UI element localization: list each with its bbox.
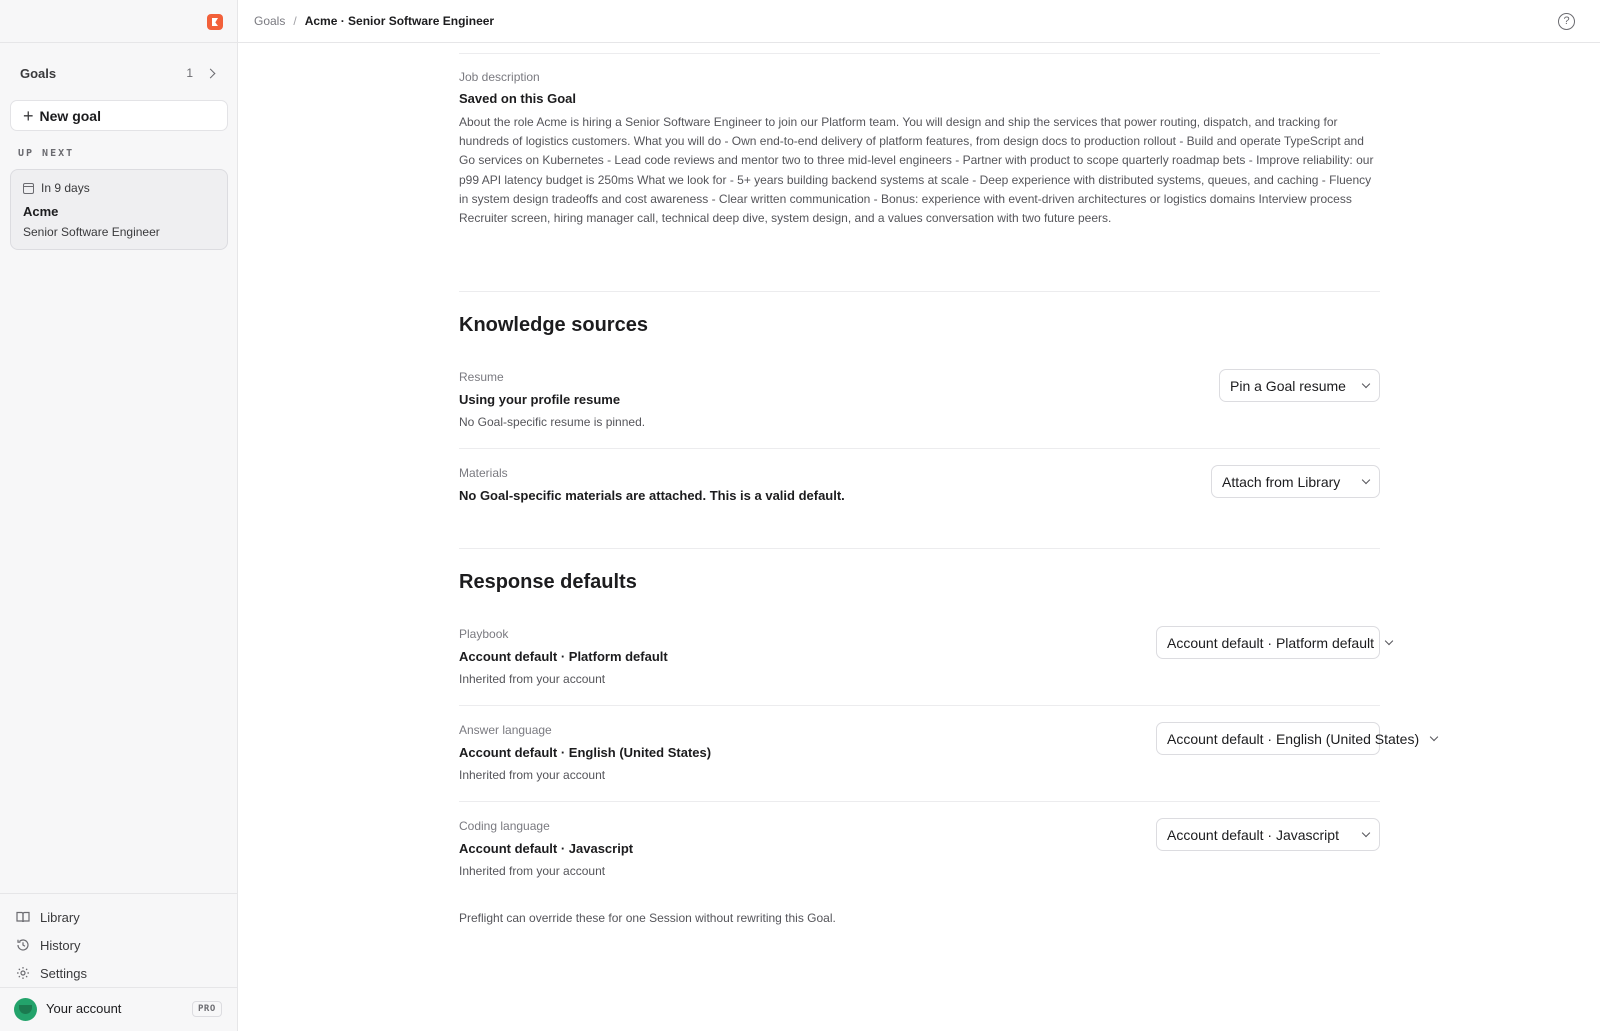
materials-value: No Goal-specific materials are attached. This is a valid default. [459,488,845,503]
gear-icon [16,966,30,980]
sidebar-item-library[interactable] [16,906,80,928]
goal-card-when [23,181,90,195]
app-logo-icon[interactable] [207,14,223,30]
resume-value: Using your profile resume [459,392,621,407]
chevron-right-icon[interactable] [206,68,216,78]
playbook-value: Account default · Platform default [459,649,668,664]
history-icon [16,938,30,952]
answer-language-value: Account default · English (United States) [459,745,712,760]
job-description-label: Job description [459,70,540,84]
divider [459,448,1380,449]
playbook-note: Inherited from your account [459,672,606,686]
avatar [14,998,37,1021]
goal-card-role: Senior Software Engineer [23,225,160,239]
goal-card-company: Acme [23,204,59,219]
sidebar-item-settings[interactable] [16,962,87,984]
goals-count: 1 [186,66,193,80]
pin-goal-resume-dropdown[interactable] [1219,369,1380,402]
resume-label: Resume [459,370,504,384]
goals-title: Goals [20,65,57,81]
materials-label: Materials [459,466,508,480]
breadcrumb-separator: / [293,14,297,28]
dropdown-label: Account default · Platform default [1167,634,1374,651]
dropdown-label: Pin a Goal resume [1230,377,1346,394]
preflight-footnote: Preflight can override these for one Session without rewriting this Goal. [459,911,836,925]
help-icon[interactable]: ? [1558,13,1575,30]
breadcrumb-current: Acme · Senior Software Engineer [304,14,495,28]
coding-language-note: Inherited from your account [459,864,606,878]
topbar [238,0,1600,43]
dropdown-label: Account default · English (United States) [1167,730,1420,747]
chevron-down-icon [1362,828,1370,836]
answer-language-dropdown[interactable] [1156,722,1420,755]
new-goal-button[interactable] [10,100,228,131]
answer-language-note: Inherited from your account [459,768,606,782]
coding-language-label: Coding language [459,819,550,833]
sidebar-item-label: Settings [40,965,87,981]
chevron-down-icon [1430,732,1438,740]
job-description-text: About the role Acme is hiring a Senior Software Engineer to join our Platform team. You will design and ship the services that power routing, dispatch, and tracking for hundreds of logistics customers. What you will do - Own end-to-end delivery of platform features, from design docs to production rollout - Build and operate TypeScript and Go services on Kubernetes - Lead code reviews and mentor two to three mid-level engineers - Partner with product to scope quarterly roadmap bets - Improve reliability: our p99 API latency budget is 250ms What we look for - 5+ years building backend systems at scale - Deep experience with distributed systems, queues, and caching - Fluency in system design tradeoffs and cost awareness - Clear written communication - Bonus: experience with event-driven architectures or logistics domains Interview process Recruiter screen, hiring manager call, technical deep dive, system design, and a values conversation with two future peers. [459,115,1374,226]
attach-from-library-dropdown[interactable] [1211,465,1380,498]
calendar-icon [23,183,34,194]
knowledge-sources-title: Knowledge sources [459,314,648,336]
divider [459,801,1380,802]
breadcrumb [254,14,494,28]
dropdown-label: Account default · Javascript [1167,826,1339,843]
sidebar-header [0,0,237,43]
resume-note: No Goal-specific resume is pinned. [459,415,646,429]
account-label: Your account [46,1001,122,1016]
sidebar-item-label: Library [40,909,80,925]
breadcrumb-goals-link[interactable]: Goals [254,14,286,28]
plus-icon: + [23,105,34,126]
answer-language-label: Answer language [459,723,552,737]
sidebar-footer-divider [0,893,237,894]
goals-section-header[interactable] [20,62,218,84]
goal-card-when-label: In 9 days [41,181,90,195]
coding-language-value: Account default · Javascript [459,841,634,856]
chevron-down-icon [1362,379,1370,387]
dropdown-label: Attach from Library [1222,473,1341,490]
account-row[interactable] [0,987,237,1031]
response-defaults-title: Response defaults [459,571,637,593]
playbook-label: Playbook [459,627,509,641]
sidebar-item-label: History [40,937,81,953]
new-goal-label: New goal [39,107,101,124]
chevron-down-icon [1385,636,1393,644]
divider [459,705,1380,706]
chevron-down-icon [1362,475,1370,483]
goal-card[interactable] [10,169,228,250]
divider [459,548,1380,549]
playbook-dropdown[interactable] [1156,626,1380,659]
plan-badge: PRO [192,1001,222,1017]
book-icon [16,910,30,924]
coding-language-dropdown[interactable] [1156,818,1380,851]
divider [459,291,1380,292]
sidebar-item-history[interactable] [16,934,80,956]
sidebar [0,0,238,1031]
divider [459,53,1380,54]
job-description-status: Saved on this Goal [459,91,577,106]
up-next-label: UP NEXT [18,148,75,159]
